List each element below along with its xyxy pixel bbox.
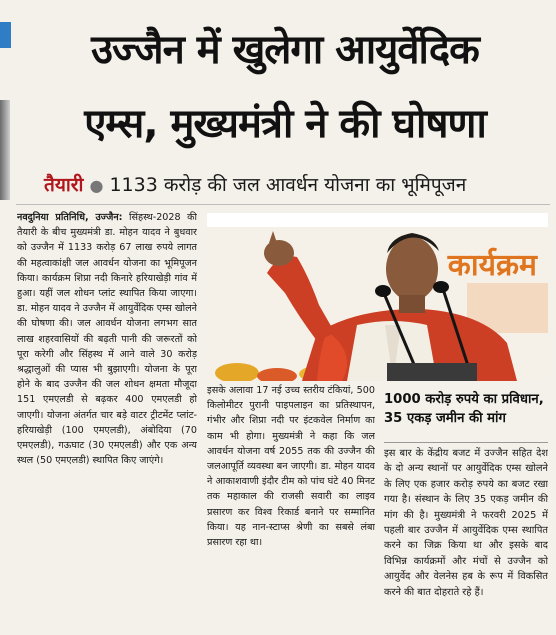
dateline: नवदुनिया प्रतिनिधि, उज्जैन: <box>17 212 123 223</box>
adjacent-photo-strip <box>0 100 10 200</box>
backdrop-text: कार्यक्रम <box>447 248 537 283</box>
edge-color-tab <box>0 22 11 48</box>
sidebar-box-headline: 1000 करोड़ रुपये का प्रविधान, 35 एकड़ जमीन की मांग <box>384 392 544 426</box>
chief-minister-speaking-photo <box>207 213 548 381</box>
subhead-tag: तैयारी <box>44 174 84 196</box>
headline-line-2: एम्स, मुख्यमंत्री ने की घोषणा <box>84 101 486 147</box>
sidebar-box-body: इस बार के केंद्रीय बजट में उज्जैन सहित देश के दो अन्य स्थानों पर आयुर्वेदिक एम्स खोलने के लिए एक हजार करोड़ रुपये का बजट रखा गया है। संस्थान के लिए 35 एकड़ जमीन की मांग की है। मुख्यमंत्री ने फरवरी 2025 में पहली बार उज्जैन में आयुर्वेदिक एम्स स्थापित करने का जिक्र किया था और इसके बाद विभिन्न कार्यक्रमों और मंचों से उज्जैन को आयुर्वेद और वेलनेस हब के रूप में विकसित करने की बात दोहराते रहे हैं। <box>384 448 548 598</box>
subhead-text: 1133 करोड़ की जल आवर्धन योजना का भूमिपूजन <box>109 174 467 196</box>
headline-divider <box>16 204 550 205</box>
bullet-icon: ● <box>89 176 104 195</box>
story-column-1-text: सिंहस्थ-2028 की तैयारी के बीच मुख्यमंत्री डा. मोहन यादव ने बुधवार को उज्जैन में 1133 करोड़ 67 लाख रुपये लागत की महत्वाकांक्षी जल आवर्धन योजना का भूमिपूजन किया। कार्यक्रम शिप्रा नदी किनारे हरियाखेड़ी गांव में हुआ। यहीं जल शोधन प्लांट स्थापित किया जाएगा। डा. मोहन यादव ने उज्जैन में आयुर्वेदिक एम्स खोलने की घोषणा की। जल आवर्धन योजना लगभग सात लाख शहरवासियों की बढ़ती पानी की जरूरतों को पूरा करेगी और सिंहस्थ में आने वाले 30 करोड़ श्रद्धालुओं की प्यास भी बुझाएगी। योजना के पूरा होने के बाद उज्जैन की जल शोधन क्षमता मौजूदा 151 एमएलडी से बढ़कर 400 एमएलडी हो जाएगी। योजना अंतर्गत चार बड़े वाटर ट्रीटमेंट प्लांट- हरियाखेड़ी (100 एमएलडी), अंबोदिया (70 एमएलडी), गऊघाट (30 एमएलडी) और एक अन्य स्थल (50 एमएलडी) स्थापित किए जाएंगे। <box>17 212 197 467</box>
story-column-1 <box>17 210 197 630</box>
story-column-2: इसके अलावा 17 नई उच्च स्तरीय टंकियां, 500 किलोमीटर पुरानी पाइपलाइन का प्रतिस्थापन, गंभीर और शिप्रा नदी पर इंटकवेल निर्माण का काम भी होगा। मुख्यमंत्री ने कहा कि जल आवर्धन योजना वर्ष 2055 तक की उज्जैन की जलआपूर्ति व्यवस्था बन जाएगी। डा. मोहन यादव ने आकाशवाणी इंदौर टीम को पांच घंटे 40 मिनट तक महाकाल की राजसी सवारी का लाइव प्रसारण कर विश्व रिकार्ड बनाने पर सम्मानित किया। यह नान-स्टाप्स श्रेणी का सबसे लंबा प्रसारण रहा था। <box>207 385 375 549</box>
sidebar-box-divider <box>384 442 548 443</box>
sidebar-box-text <box>384 446 548 630</box>
subheadline <box>44 172 544 199</box>
headline-line-1: उज्जैन में खुलेगा आयुर्वेदिक <box>91 27 479 73</box>
news-photo <box>207 213 548 381</box>
